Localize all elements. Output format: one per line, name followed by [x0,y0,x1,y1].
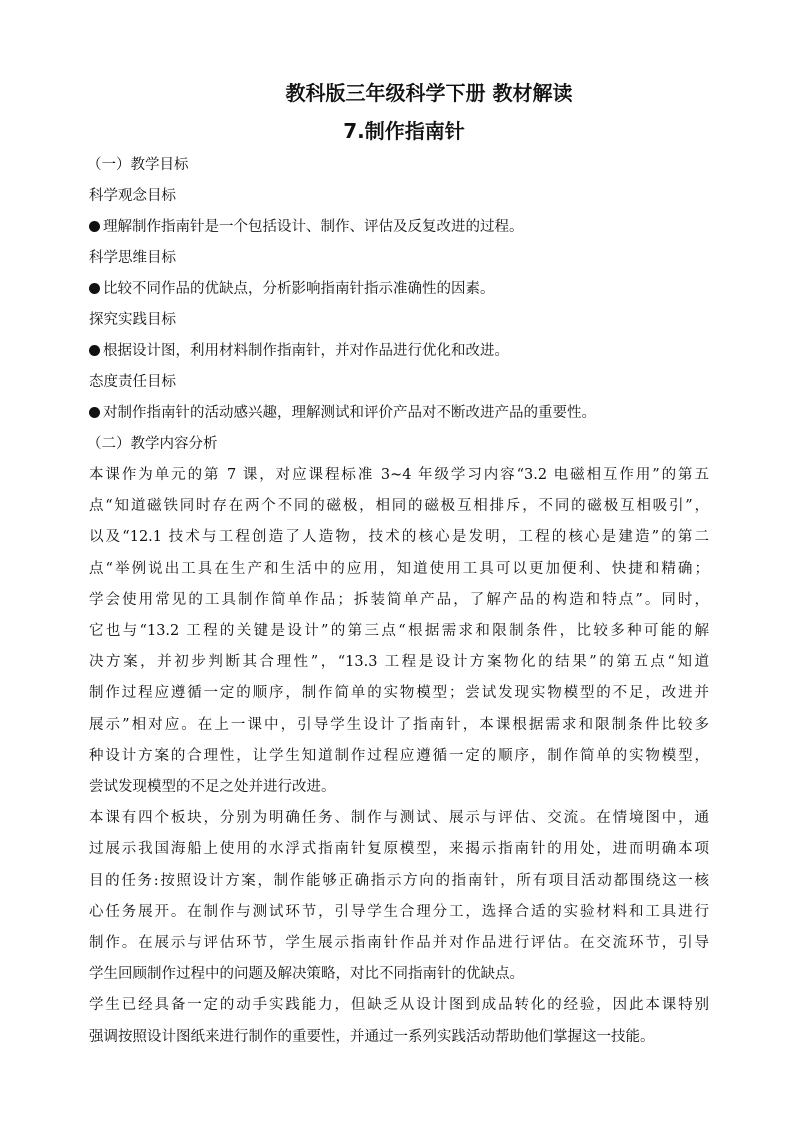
lesson-title: 7.制作指南针 [343,119,465,143]
paragraph-line: 过展示我国海船上使用的水浮式指南针复原模型，来揭示指南针的用处，进而明确本项 [89,841,709,858]
paragraph-line: 学会使用常见的工具制作简单作品；拆装简单产品，了解产品的构造和特点”。同时， [89,591,709,608]
paragraph-line: 种设计方案的合理性，让学生知道制作过程应遵循一定的顺序，制作简单的实物模型， [89,747,709,764]
goal-label: 科学思维目标 [89,250,176,266]
goal-text: 根据设计图，利用材料制作指南针，并对作品进行优化和改进。 [103,343,509,359]
paragraph-line: 它也与“13.2 工程的关键是设计”的第三点“根据需求和限制条件，比较多种可能的解 [89,623,709,640]
paragraph-line: 本课有四个板块，分别为明确任务、制作与测试、展示与评估、交流。在情境图中，通 [89,810,709,827]
content-paragraph-2 [89,803,709,990]
goal-label: 态度责任目标 [89,374,176,390]
goal-text: 对制作指南针的活动感兴趣，理解测试和评价产品对不断改进产品的重要性。 [103,405,596,421]
paragraph-line: 决方案，并初步判断其合理性”，“13.3 工程是设计方案物化的结果”的第五点“知道 [89,654,709,671]
content-paragraph-3 [89,990,709,1052]
paragraph-line: 点“举例说出工具在生产和生活中的应用，知道使用工具可以更加便利、快捷和精确； [89,560,709,577]
paragraph-line: 制作过程应遵循一定的顺序，制作简单的实物模型；尝试发现实物模型的不足，改进并 [89,685,709,702]
paragraph-line: 心任务展开。在制作与测试环节，引导学生合理分工，选择合适的实验材料和工具进行 [89,903,709,920]
goal-item [89,398,709,429]
paragraph-line: 点“知道磁铁同时存在两个不同的磁极，相同的磁极互相排斥，不同的磁极互相吸引”， [89,498,709,515]
bullet-icon [89,283,100,294]
paragraph-line: 尝试发现模型的不足之处并进行改进。 [89,779,336,796]
goal-item [89,212,709,243]
paragraph-line: 目的任务:按照设计方案，制作能够正确指示方向的指南针，所有项目活动都围绕这一核 [89,872,709,889]
document-title: 教科版三年级科学下册 教材解读 [285,81,573,105]
paragraph-line: 制作。在展示与评估环节，学生展示指南针作品并对作品进行评估。在交流环节，引导 [89,935,709,952]
document-page [89,78,709,1053]
paragraph-line: 强调按照设计图纸来进行制作的重要性，并通过一系列实践活动帮助他们掌握这一技能。 [89,1028,655,1045]
paragraph-line: 本课作为单元的第 7 课，对应课程标准 3~4 年级学习内容“3.2 电磁相互作用”的第五 [89,467,709,483]
bullet-icon [89,407,100,418]
paragraph-line: 展示”相对应。在上一课中，引导学生设计了指南针，本课根据需求和限制条件比较多 [89,716,709,733]
goal-item [89,336,709,367]
goal-text: 理解制作指南针是一个包括设计、制作、评估及反复改进的过程。 [103,219,524,235]
section-heading-teaching-goals: （一）教学目标 [87,157,189,173]
goal-text: 比较不同作品的优缺点，分析影响指南针指示准确性的因素。 [103,281,495,297]
paragraph-line: 以及“12.1 技术与工程创造了人造物，技术的核心是发明，工程的核心是建造”的第二 [89,529,709,546]
paragraph-line: 学生已经具备一定的动手实践能力，但缺乏从设计图到成品转化的经验，因此本课特别 [89,997,709,1014]
goal-item [89,274,709,305]
bullet-icon [89,221,100,232]
section-heading-content-analysis: （二）教学内容分析 [87,436,218,452]
content-paragraph-1 [89,460,709,803]
bullet-icon [89,345,100,356]
goal-label: 探究实践目标 [89,312,176,328]
goal-label: 科学观念目标 [89,188,176,204]
paragraph-line: 学生回顾制作过程中的问题及解决策略，对比不同指南针的优缺点。 [89,966,524,983]
